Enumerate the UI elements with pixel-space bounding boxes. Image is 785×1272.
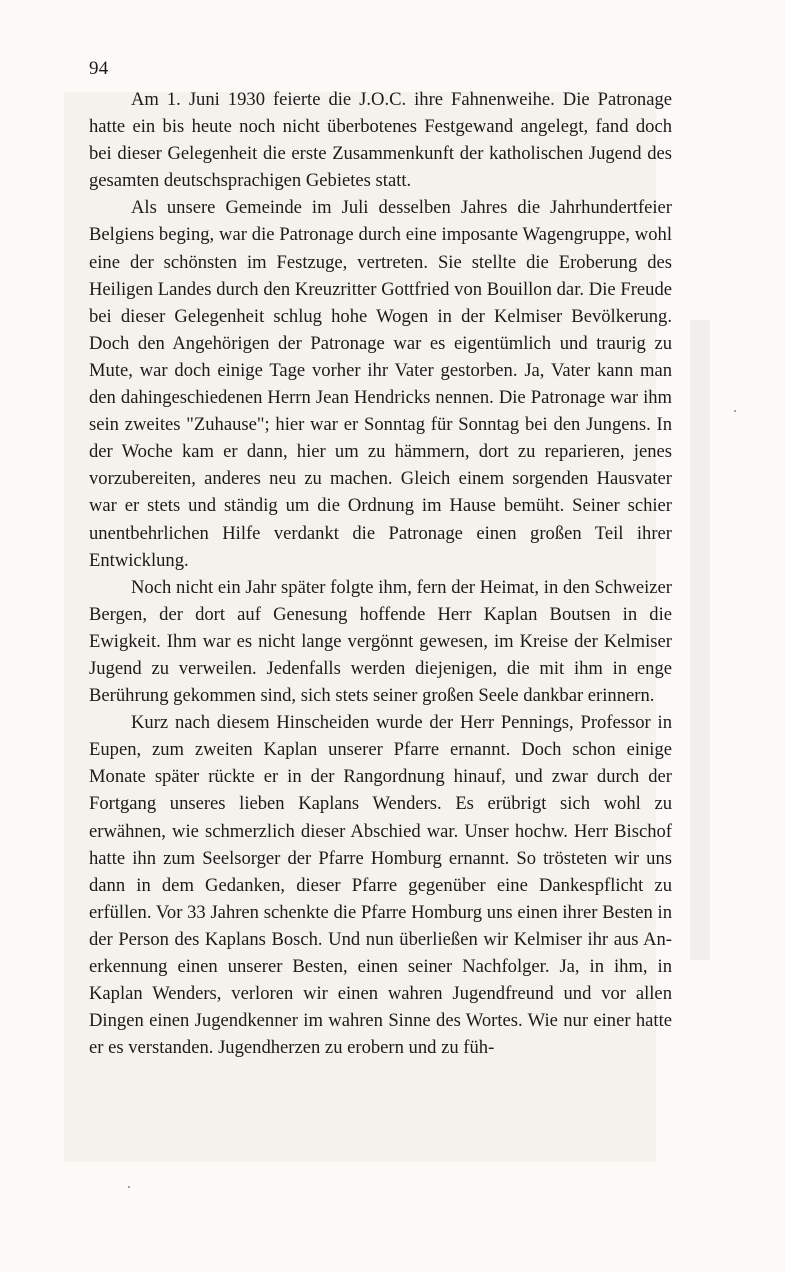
show-through-caption-area (690, 320, 710, 960)
paragraph-kaplan-boutsen: Noch nicht ein Jahr später folgte ihm, fern der Heimat, in den Schweizer Bergen, der dort auf Genesung hoffende Herr Kaplan Boutsen in die Ewigkeit. Ihm war es nicht lange vergönnt gewesen, im Kreise der Kelmiser Jugend zu verweilen. Jedenfalls werden diejenigen, die mit ihm in enge Berührung gekommen sind, sich stets seiner großen Seele dankbar erinnern. (89, 576, 672, 707)
paper-speck (128, 1186, 130, 1188)
paragraph-jahrhundertfeier: Als unsere Gemeinde im Juli desselben Jahres die Jahrhundertfeier Belgiens beging, war die Patronage durch eine imposante Wagengruppe, wohl eine der schönsten im Festzuge, vertreten. Sie stellte die Eroberung des Heiligen Landes durch den Kreuzritter Gottfried von Bouillon dar. Die Freude bei dieser Gelegenheit schlug hohe Wogen in der Kelmiser Bevölkerung. Doch den Angehörigen der Patronage war es eigentümlich und traurig zu Mute, war doch einige Tage vorher ihr Vater gestorben. Ja, Vater kann man den dahingeschiedenen Herrn Jean Hendricks nennen. Die Patronage war ihm sein zweites "Zuhause"; hier war er Sonntag für Sonntag bei den Jungens. In der Woche kam er dann, hier um zu hämmern, dort zu reparieren, jenes vorzubereiten, anderes neu zu machen. Gleich einem sorgenden Hausvater war er stets und ständig um die Ordnung im Hause bemüht. Seiner schier unentbehrlichen Hilfe verdankt die Patronage einen großen Teil ihrer Entwicklung. (89, 197, 672, 571)
paragraph-fahnenweihe: Am 1. Juni 1930 feierte die J.O.C. ihre Fahnenweihe. Die Patronage hatte ein bis heute noch nicht überbotenes Festgewand angelegt, fand doch bei dieser Gelegenheit die erste Zusammenkunft der katholischen Jugend des gesamten deutschsprachigen Gebietes statt. (89, 89, 672, 192)
body-text (89, 86, 672, 1061)
paragraph-kaplan-wenders: Kurz nach diesem Hinscheiden wurde der Herr Pennings, Professor in Eupen, zum zweiten Kaplan unserer Pfarre ernannt. Doch schon einige Monate später rückte er in der Rangordnung hinauf, und zwar durch der Fortgang unseres lieben Kaplans Wenders. Es erübrigt sich wohl zu erwähnen, wie schmerzlich dieser Abschied war. Unser hochw. Herr Bischof hatte ihn zum Seelsorger der Pfarre Homburg ernannt. So trösteten wir uns dann in dem Gedanken, dieser Pfarre gegenüber eine Dankespflicht zu erfüllen. Vor 33 Jahren schenkte die Pfarre Homburg uns einen ihrer Besten in der Person des Kaplans Bosch. Und nun überließen wir Kelmiser ihr aus Anerkennung einen unserer Besten, einen seiner Nachfolger. Ja, in ihm, in Kaplan Wenders, verloren wir einen wahren Jugendfreund und vor allen Dingen einen Jugendkenner im wahren Sinne des Wortes. Wie nur einer hatte er es verstanden. Jugendherzen zu erobern und zu füh- (89, 712, 672, 1059)
paper-speck (734, 410, 736, 412)
page-number: 94 (89, 58, 109, 79)
